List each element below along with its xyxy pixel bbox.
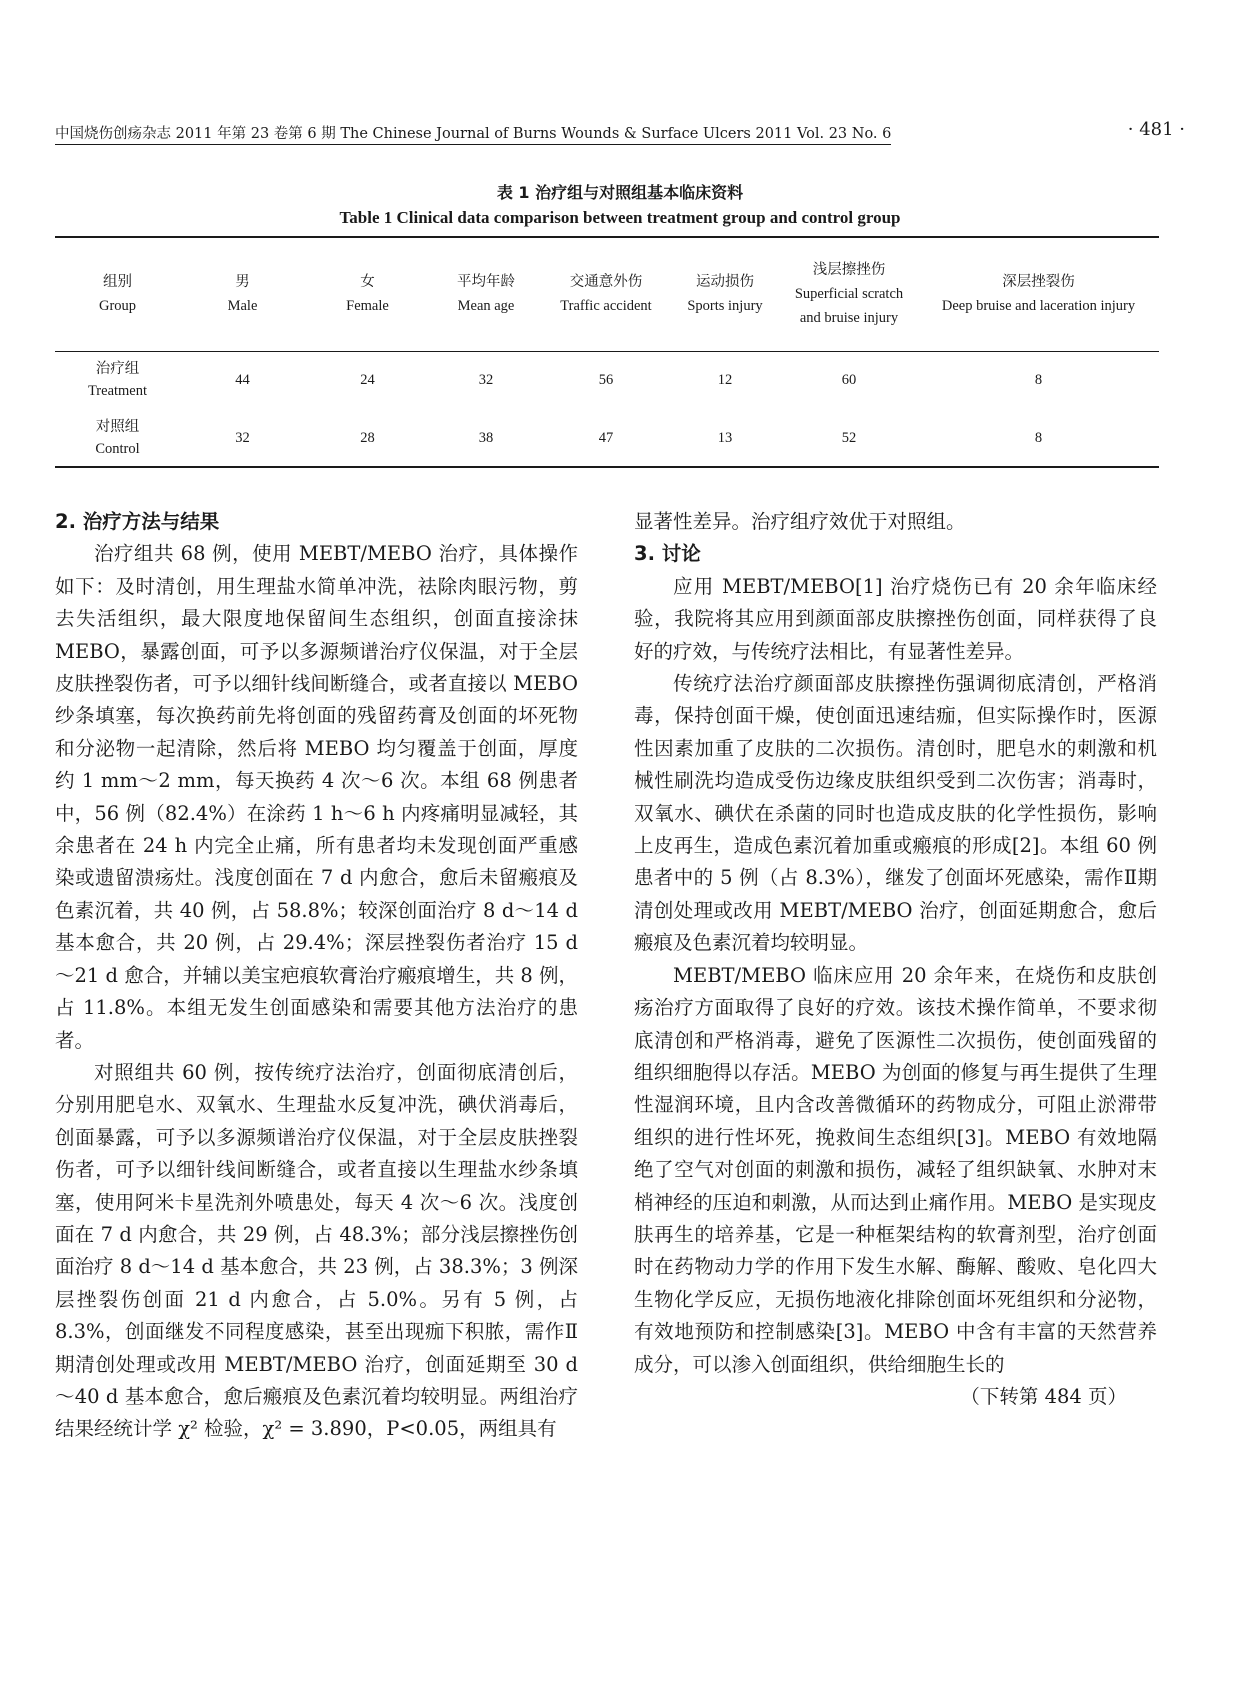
column-header-superficial-injury: 浅层擦挫伤 Superficial scratch and bruise injury — [794, 262, 904, 327]
journal-citation-line: 中国烧伤创疡杂志 2011 年第 23 卷第 6 期 The Chinese Journal of Burns Wounds & Surface Ulcers 2011 Vol. 23 No. 6 — [55, 122, 891, 145]
table-header-row — [55, 237, 1159, 351]
table-cell: 52 — [841, 429, 857, 446]
paragraph-continuation: 显著性差异。治疗组疗效优于对照组。 — [634, 510, 966, 533]
continued-on-page-note: （下转第 484 页） — [960, 1384, 1127, 1408]
row-label-control: 对照组 Control — [95, 418, 140, 457]
column-header-female: 女 Female — [346, 274, 389, 315]
right-text-column — [634, 506, 1157, 1413]
page-number: · 481 · — [1127, 119, 1185, 140]
table-cell: 32 — [478, 372, 494, 389]
clinical-data-table — [55, 236, 1159, 468]
table-cell: 60 — [841, 372, 857, 389]
column-header-group: 组别 Group — [98, 274, 137, 315]
table-cell: 8 — [1034, 372, 1043, 389]
table-cell: 44 — [235, 372, 250, 389]
column-header-male: 男 Male — [227, 274, 258, 315]
table-cell: 28 — [360, 429, 375, 446]
column-header-deep-injury: 深层挫裂伤 Deep bruise and laceration injury — [941, 274, 1136, 315]
column-header-sports-injury: 运动损伤 Sports injury — [687, 274, 763, 315]
table-cell: 8 — [1034, 429, 1043, 446]
table-row-treatment — [55, 351, 1159, 409]
table-cell: 47 — [598, 429, 614, 446]
paragraph-discussion-3: MEBT/MEBO 临床应用 20 余年来，在烧伤和皮肤创疡治疗方面取得了良好的疗效。该技术操作简单，不要求彻底清创和严格消毒，避免了医源性二次损伤，使创面残留的组织细胞得以存活。MEBO 为创面的修复与再生提供了生理性湿润环境，且内含改善微循环的药物成分，可阻止淤滞带组织的进行性坏死，挽救间生态组织[3]。MEBO 有效地隔绝了空气对创面的刺激和损伤，减轻了组织缺氧、水肿对末梢神经的压迫和刺激，从而达到止痛作用。MEBO 是实现皮肤再生的培养基，它是一种框架结构的软膏剂型，治疗创面时在药物动力学的作用下发生水解、酶解、酸败、皂化四大生物化学反应，无损伤地液化排除创面坏死组织和分泌物，有效地预防和控制感染[3]。MEBO 中含有丰富的天然营养成分，可以渗入创面组织，供给细胞生长的 — [634, 963, 1157, 1376]
paragraph-treatment-group: 治疗组共 68 例，使用 MEBT/MEBO 治疗，具体操作如下：及时清创，用生理盐水简单冲洗，祛除肉眼污物，剪去失活组织，最大限度地保留间生态组织，创面直接涂抹 MEBO，暴露创面，可予以多源频谱治疗仪保温，对于全层皮肤挫裂伤者，可予以细针线间断缝合，或者直接以 MEBO 纱条填塞，每次换药前先将创面的残留药膏及创面的坏死物和分泌物一起清除，然后将 MEBO 均匀覆盖于创面，厚度约 1 mm～2 mm，每天换药 4 次～6 次。本组 68 例患者中，56 例（82.4%）在涂药 1 h～6 h 内疼痛明显减轻，其余患者在 24 h 内完全止痛，所有患者均未发现创面严重感染或遗留溃疡灶。浅度创面在 7 d 内愈合，愈后未留瘢痕及色素沉着，共 40 例，占 58.8%；较深创面治疗 8 d～14 d 基本愈合，共 20 例，占 29.4%；深层挫裂伤者治疗 15 d～21 d 愈合，并辅以美宝疤痕软膏治疗瘢痕增生，共 8 例，占 11.8%。本组无发生创面感染和需要其他方法治疗的患者。 — [55, 542, 578, 1052]
table-cell: 13 — [717, 429, 733, 446]
table-caption-chinese: 表 1 治疗组与对照组基本临床资料 — [496, 183, 744, 202]
table-cell: 56 — [598, 372, 614, 389]
table-row-control — [55, 409, 1159, 467]
table-cell: 32 — [235, 429, 250, 446]
paragraph-discussion-1: 应用 MEBT/MEBO[1] 治疗烧伤已有 20 余年临床经验，我院将其应用到颜面部皮肤擦挫伤创面，同样获得了良好的疗效，与传统疗法相比，有显著性差异。 — [634, 574, 1157, 663]
table-cell: 38 — [478, 429, 494, 446]
column-header-mean-age: 平均年龄 Mean age — [457, 274, 515, 315]
left-text-column — [55, 506, 578, 1446]
table-caption-english: Table 1 Clinical data comparison between treatment group and control group — [339, 208, 901, 227]
section-heading-discussion: 3. 讨论 — [634, 542, 701, 566]
paragraph-discussion-2: 传统疗法治疗颜面部皮肤擦挫伤强调彻底清创，严格消毒，保持创面干燥，使创面迅速结痂，但实际操作时，医源性因素加重了皮肤的二次损伤。清创时，肥皂水的刺激和机械性刷洗均造成受伤边缘皮肤组织受到二次伤害；消毒时，双氧水、碘伏在杀菌的同时也造成皮肤的化学性损伤，影响上皮再生，造成色素沉着加重或瘢痕的形成[2]。本组 60 例患者中的 5 例（占 8.3%），继发了创面坏死感染，需作Ⅱ期清创处理或改用 MEBT/MEBO 治疗，创面延期愈合，愈后瘢痕及色素沉着均较明显。 — [634, 672, 1157, 955]
row-label-treatment: 治疗组 Treatment — [87, 361, 148, 400]
running-header — [55, 119, 1185, 148]
column-header-traffic-accident: 交通意外伤 Traffic accident — [560, 274, 652, 315]
table-cell: 12 — [717, 372, 733, 389]
paragraph-control-group: 对照组共 60 例，按传统疗法治疗，创面彻底清创后，分别用肥皂水、双氧水、生理盐水反复冲洗，碘伏消毒后，创面暴露，可予以多源频谱治疗仪保温，对于全层皮肤挫裂伤者，可予以细针线间断缝合，或者直接以生理盐水纱条填塞，使用阿米卡星洗剂外喷患处，每天 4 次～6 次。浅度创面在 7 d 内愈合，共 29 例，占 48.3%；部分浅层擦挫伤创面治疗 8 d～14 d 基本愈合，共 23 例，占 38.3%；3 例深层挫裂伤创面 21 d 内愈合，占 5.0%。另有 5 例，占 8.3%，创面继发不同程度感染，甚至出现痂下积脓，需作Ⅱ期清创处理或改用 MEBT/MEBO 治疗，创面延期至 30 d～40 d 基本愈合，愈后瘢痕及色素沉着均较明显。两组治疗结果经统计学 χ² 检验，χ² = 3.890，P<0.05，两组具有 — [55, 1060, 578, 1441]
section-heading-methods: 2. 治疗方法与结果 — [55, 510, 220, 533]
table-cell: 24 — [360, 372, 375, 389]
